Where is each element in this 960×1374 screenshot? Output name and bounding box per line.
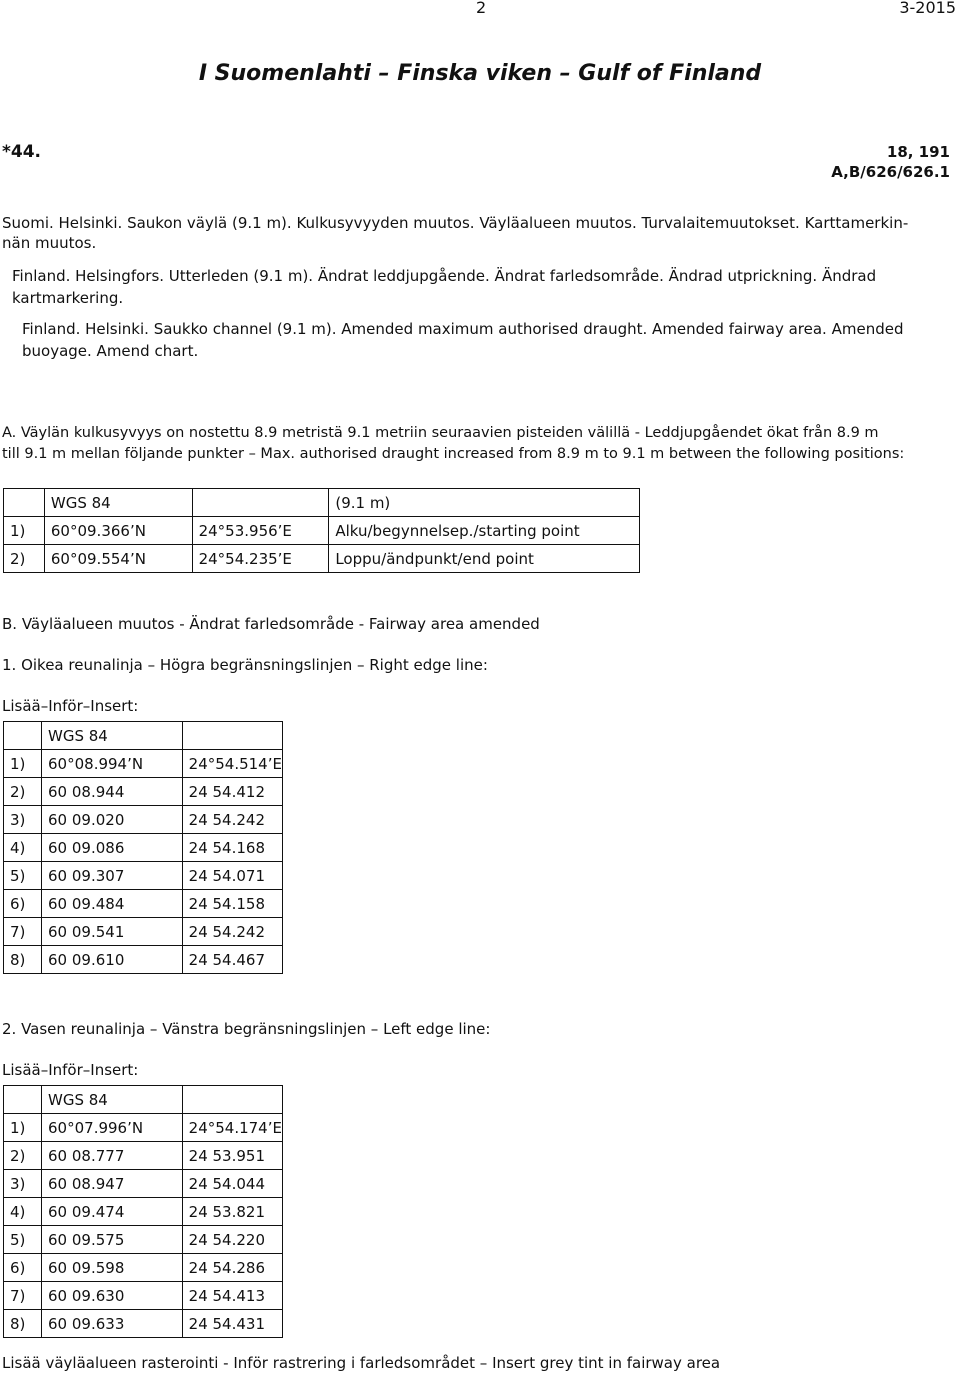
grey-tint-instruction: Lisää väyläalueen rasterointi - Inför rastrering i farledsområdet – Insert grey tint in fairway area — [2, 1354, 721, 1372]
datum-label: WGS 84 — [42, 1086, 183, 1114]
notice-en-line1: Finland. Helsinki. Saukko channel (9.1 m). Amended maximum authorised draught. Amended fairway area. Amended — [22, 320, 904, 338]
table-row: 2) 60 08.944 24 54.412 — [4, 778, 283, 806]
right-edge-insert-label: Lisää–Inför–Insert: — [2, 697, 139, 715]
table-row: 8) 60 09.633 24 54.431 — [4, 1310, 283, 1338]
notice-en-line2: buoyage. Amend chart. — [22, 342, 199, 360]
table-row: 2) 60 08.777 24 53.951 — [4, 1142, 283, 1170]
table-header-row — [4, 722, 283, 750]
left-edge-heading: 2. Vasen reunalinja – Vänstra begränsningslinjen – Left edge line: — [2, 1020, 491, 1038]
table-row: 3) 60 09.020 24 54.242 — [4, 806, 283, 834]
notice-fi-line1: Suomi. Helsinki. Saukon väylä (9.1 m). Kulkusyvyyden muutos. Väyläalueen muutos. Turvalaitemuutokset. Karttamerkin- — [2, 214, 909, 232]
table-row: 6) 60 09.598 24 54.286 — [4, 1254, 283, 1282]
table-row: 5) 60 09.575 24 54.220 — [4, 1226, 283, 1254]
draught-table — [3, 488, 640, 573]
left-edge-insert-label: Lisää–Inför–Insert: — [2, 1061, 139, 1079]
page-title: I Suomenlahti – Finska viken – Gulf of Finland — [198, 61, 762, 86]
section-a-line1: A. Väylän kulkusyvyys on nostettu 8.9 metristä 9.1 metriin seuraavien pisteiden välillä - Leddjupgåendet ökat från 8.9 m — [2, 425, 879, 441]
datum-label: WGS 84 — [44, 489, 192, 517]
table-row: 1) 60°07.996’N 24°54.174’E — [4, 1114, 283, 1142]
table-row: 2) 60°09.554’N 24°54.235’E Loppu/ändpunkt/end point — [4, 545, 640, 573]
datum-label: WGS 84 — [42, 722, 183, 750]
table-row: 7) 60 09.630 24 54.413 — [4, 1282, 283, 1310]
issue-number: 3-2015 — [899, 0, 956, 17]
page-number: 2 — [476, 0, 487, 17]
table-row: 6) 60 09.484 24 54.158 — [4, 890, 283, 918]
right-edge-heading: 1. Oikea reunalinja – Högra begränsningslinjen – Right edge line: — [2, 656, 488, 674]
left-edge-table — [3, 1085, 283, 1338]
table-row: 4) 60 09.474 24 53.821 — [4, 1198, 283, 1226]
section-a-line2: till 9.1 m mellan följande punkter – Max. authorised draught increased from 8.9 m to 9.1 m between the following positions: — [2, 446, 905, 462]
table-row: 1) 60°09.366’N 24°53.956’E Alku/begynnelsep./starting point — [4, 517, 640, 545]
table-row: 5) 60 09.307 24 54.071 — [4, 862, 283, 890]
notice-sv-line1: Finland. Helsingfors. Utterleden (9.1 m). Ändrat leddjupgående. Ändrat farledsområde. Ändrad utprickning. Ändrad — [12, 267, 877, 285]
right-edge-table — [3, 721, 283, 974]
table-header-row — [4, 1086, 283, 1114]
notice-number: *44. — [2, 142, 42, 162]
section-b-heading: B. Väyläalueen muutos - Ändrat farledsområde - Fairway area amended — [2, 615, 540, 633]
table-header-row — [4, 489, 640, 517]
chart-numbers: 18, 191 — [886, 143, 950, 161]
table-row: 1) 60°08.994’N 24°54.514’E — [4, 750, 283, 778]
table-row: 8) 60 09.610 24 54.467 — [4, 946, 283, 974]
table-row: 7) 60 09.541 24 54.242 — [4, 918, 283, 946]
notice-sv-line2: kartmarkering. — [12, 289, 124, 307]
chart-editions: A,B/626/626.1 — [831, 163, 950, 181]
depth-label: (9.1 m) — [329, 489, 640, 517]
notice-fi-line2: nän muutos. — [2, 234, 97, 252]
table-row: 3) 60 08.947 24 54.044 — [4, 1170, 283, 1198]
table-row: 4) 60 09.086 24 54.168 — [4, 834, 283, 862]
